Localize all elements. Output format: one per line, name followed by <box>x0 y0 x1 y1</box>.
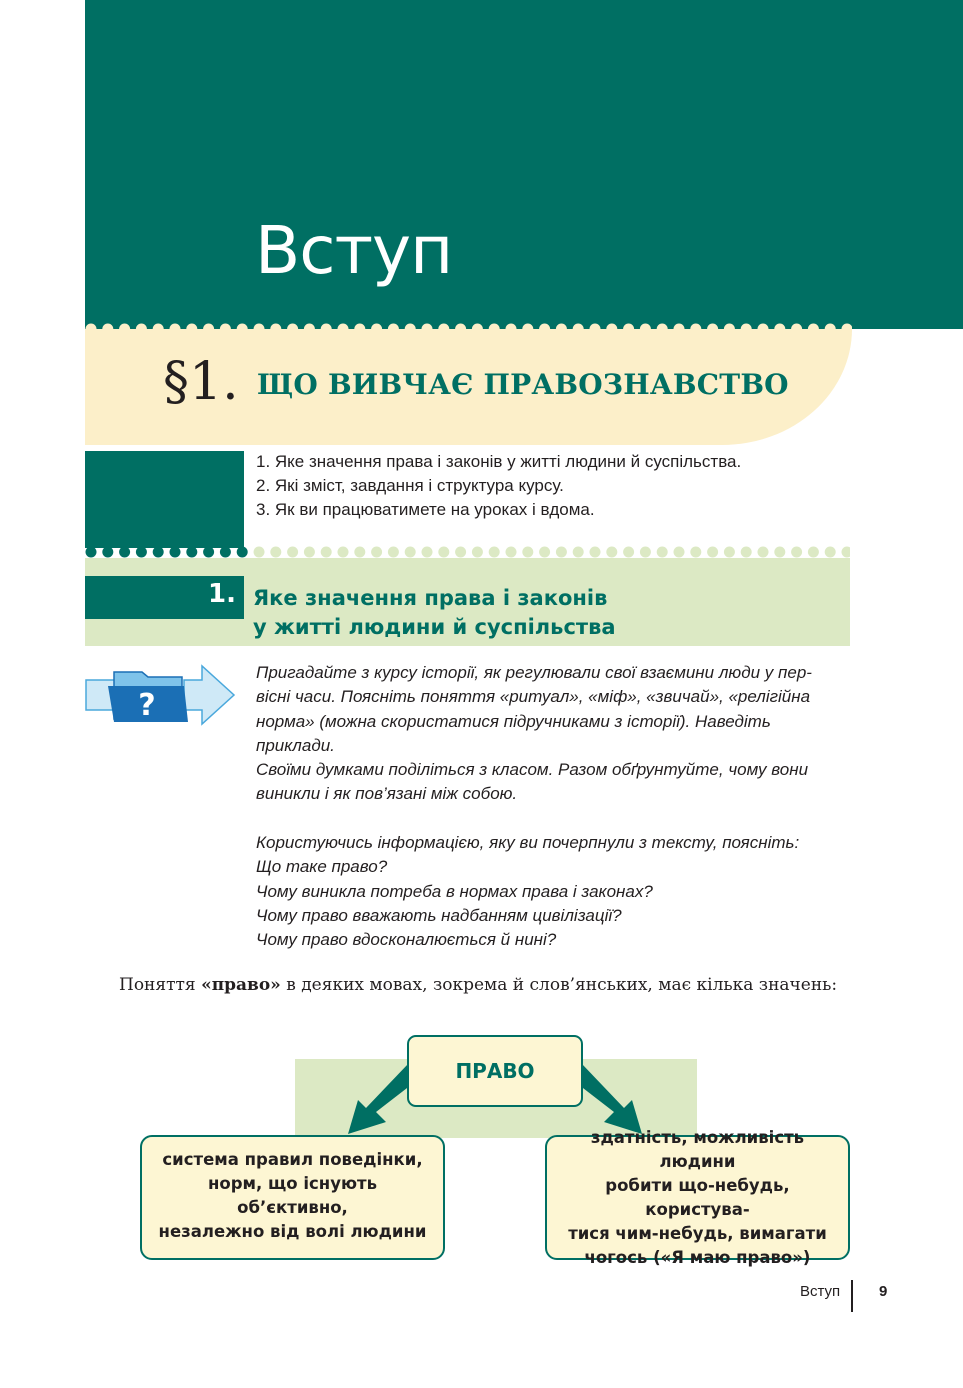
definition-line: робити що-небудь, користува- <box>605 1175 790 1219</box>
decorative-dot <box>707 547 718 558</box>
task-line: приклади. <box>256 735 335 755</box>
decorative-dot <box>623 547 634 558</box>
decorative-dot <box>674 547 685 558</box>
definition-line: тися чим-небудь, вимагати <box>568 1223 827 1243</box>
question-item: 1. Яке значення права і законів у житті людини й суспільства. <box>256 452 742 471</box>
decorative-dot <box>304 547 315 558</box>
task-line: Чому право вдосконалюється й нині? <box>256 930 557 950</box>
folder-question-icon <box>84 664 236 726</box>
subsection-title <box>253 584 616 642</box>
decorative-dot <box>724 547 735 558</box>
decorative-dot <box>119 547 130 558</box>
footer-section-name: Вступ <box>800 1283 841 1300</box>
decorative-dot <box>438 547 449 558</box>
decorative-dot <box>522 547 533 558</box>
footer-divider <box>851 1280 853 1312</box>
task-line: Чому виникла потреба в нормах права і законах? <box>256 881 653 901</box>
definition-line: чогось («Я маю право») <box>584 1247 811 1267</box>
decorative-dot <box>539 547 550 558</box>
body-text: в деяких мовах, зокрема й слов’янських, має кілька значень: <box>280 975 838 995</box>
decorative-dot <box>556 547 567 558</box>
decorative-dot <box>270 547 281 558</box>
task-line: Користуючись інформацією, яку ви почерпнули з тексту, поясніть: <box>256 833 800 852</box>
decorative-dot <box>506 547 517 558</box>
decorative-dot <box>338 547 349 558</box>
subsection-number: 1. <box>208 579 236 609</box>
decorative-dot <box>287 547 298 558</box>
task-text-explain <box>256 831 856 952</box>
definition-line: норм, що існують об’єктивно, <box>208 1173 377 1217</box>
body-text: Поняття <box>119 975 202 995</box>
decorative-dot <box>86 547 97 558</box>
task-line: Пригадайте з курсу історії, як регулювали свої взаємини люди у пер- <box>256 663 812 682</box>
task-line: вісні часи. Поясніть поняття «ритуал», «міф», «звичай», «релігійна <box>256 687 811 707</box>
section-title: ЩО ВИВЧАЄ ПРАВОЗНАВСТВО <box>257 368 789 401</box>
decorative-dot <box>254 547 265 558</box>
decorative-dot <box>489 547 500 558</box>
task-line: Що таке право? <box>256 857 388 877</box>
definition-line: здатність, можливість людини <box>590 1127 805 1171</box>
decorative-dot <box>606 547 617 558</box>
definition-box-right <box>545 1127 850 1267</box>
decorative-dot <box>220 547 231 558</box>
definition-line: незалежно від волі людини <box>158 1221 427 1241</box>
decorative-dot <box>758 547 769 558</box>
decorative-dot <box>842 547 851 558</box>
definition-box-left <box>140 1135 445 1260</box>
decorative-dot <box>825 547 836 558</box>
decorative-dot <box>774 547 785 558</box>
section-number: §1. <box>163 352 239 412</box>
decorative-dot <box>791 547 802 558</box>
task-line: Своїми думками поділіться з класом. Разом обґрунтуйте, чому вони <box>256 760 809 780</box>
decorative-dot <box>237 547 248 558</box>
decorative-dot <box>371 547 382 558</box>
task-line: Чому право вважають надбанням цивілізації? <box>256 905 622 925</box>
questions-side-tab <box>85 451 244 548</box>
decorative-dot <box>102 547 113 558</box>
body-paragraph <box>119 975 837 995</box>
task-line: норма» (можна скористатися підручниками з історії). Наведіть <box>256 711 771 731</box>
task-line: виникли і як пов’язані між собою. <box>256 784 518 804</box>
chapter-title: Вступ <box>255 212 453 289</box>
diagram-center-term: ПРАВО <box>407 1035 583 1107</box>
decorative-dot <box>405 547 416 558</box>
definition-line: система правил поведінки, <box>162 1149 423 1169</box>
subsection-title-line: Яке значення права і законів <box>253 586 608 610</box>
decorative-dot <box>422 547 433 558</box>
page-number: 9 <box>879 1283 888 1300</box>
subsection-title-line: у житті людини й суспільства <box>253 615 616 639</box>
svg-text:?: ? <box>138 688 156 723</box>
decorative-dot <box>354 547 365 558</box>
question-item: 3. Як ви працюватимете на уроках і вдома. <box>256 500 595 519</box>
decorative-dot <box>657 547 668 558</box>
decorative-dot <box>186 547 197 558</box>
decorative-dot <box>640 547 651 558</box>
decorative-dot <box>153 547 164 558</box>
decorative-dot <box>741 547 752 558</box>
decorative-dot <box>455 547 466 558</box>
lesson-questions <box>256 450 741 522</box>
chapter-header-band <box>85 0 963 329</box>
decorative-dot <box>136 547 147 558</box>
dotted-divider-middle <box>85 545 850 559</box>
decorative-dot <box>203 547 214 558</box>
decorative-dot <box>472 547 483 558</box>
task-text-recall <box>256 661 856 807</box>
decorative-dot <box>690 547 701 558</box>
body-term: «право» <box>201 975 281 995</box>
decorative-dot <box>573 547 584 558</box>
decorative-dot <box>590 547 601 558</box>
decorative-dot <box>321 547 332 558</box>
decorative-dot <box>808 547 819 558</box>
decorative-dot <box>170 547 181 558</box>
decorative-dot <box>388 547 399 558</box>
question-item: 2. Які зміст, завдання і структура курсу. <box>256 476 564 495</box>
